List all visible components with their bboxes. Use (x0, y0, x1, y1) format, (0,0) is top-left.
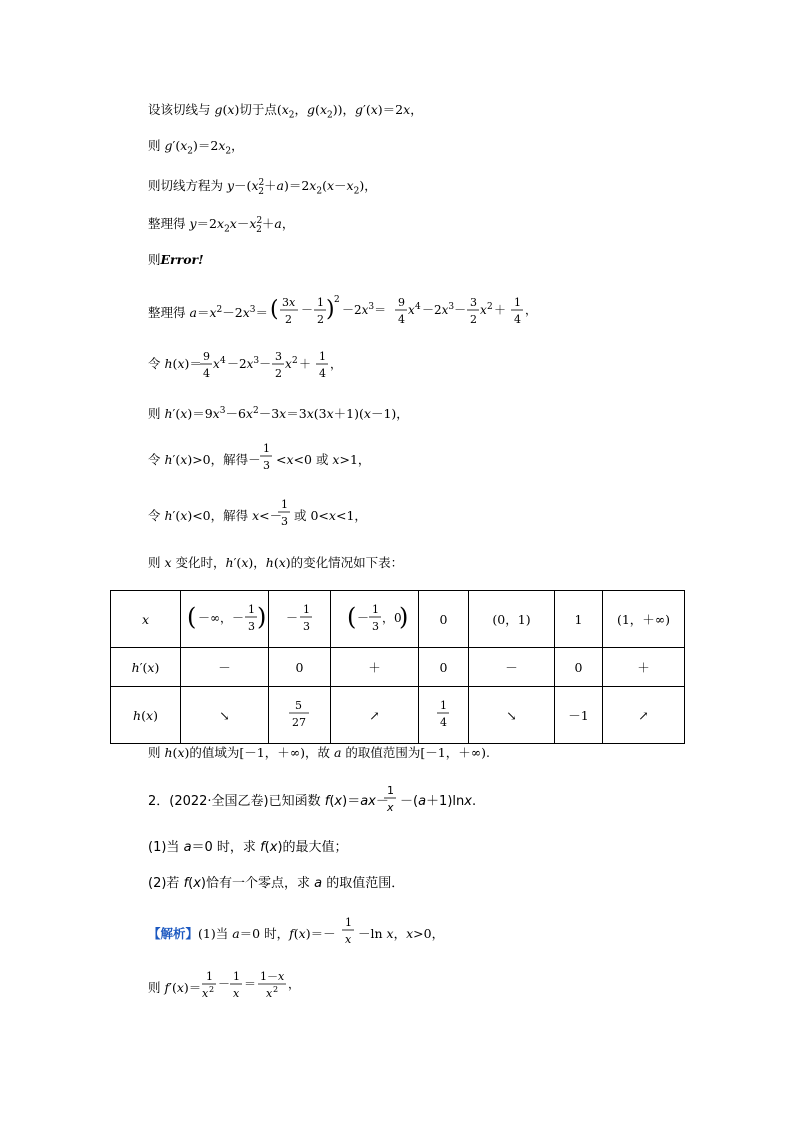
question-part2: (2)若 f(x)恰有一个零点，求 a 的取值范围． (148, 876, 405, 891)
h-definition (200, 346, 400, 382)
cell: ↘ (469, 687, 555, 744)
fraction-one-third (260, 440, 274, 474)
svg-text:x: x (408, 303, 415, 317)
cell: ＋ (331, 648, 419, 687)
fraction-one-over-x (384, 782, 398, 816)
svg-text:，: ， (288, 977, 301, 991)
svg-text:2: 2 (487, 302, 493, 312)
cell: 0 (555, 648, 603, 687)
svg-text:3x: 3x (282, 296, 296, 309)
svg-text:(: ( (186, 602, 196, 631)
cell: (0，1) (469, 591, 555, 648)
svg-text:1: 1 (233, 970, 240, 983)
cell: 1 (555, 591, 603, 648)
svg-text:4: 4 (439, 715, 447, 729)
svg-text:－2x3＝: $-2x^3=$ (342, 302, 387, 317)
cell: ↘ (181, 687, 269, 744)
cell-h-label: h(x) (111, 687, 181, 744)
svg-text:x: x (266, 987, 273, 1000)
cell: (1，＋∞) (603, 591, 685, 648)
svg-text:3: 3 (371, 619, 379, 633)
svg-text:－∞，－: －∞，－ (197, 610, 244, 625)
svg-text:1: 1 (371, 602, 379, 616)
svg-text:3: 3 (302, 619, 310, 633)
cell-interval-neg-third-zero (331, 591, 419, 648)
fraction-one-third (278, 496, 292, 530)
after-table-line: 则 h(x)的值域为[－1，＋∞)，故 a 的取值范围为[－1，＋∞). (148, 745, 491, 760)
line-1: 设该切线与 g(x)切于点($x_2$，$g(x_2)$)，g′(x)＝2x， (148, 102, 423, 121)
svg-text:＋: ＋ (494, 303, 507, 317)
cell: －1 (555, 687, 603, 744)
line-8: 则 $h'(x)=9x^3-6x^2-3x=3x(3x+1)(x-1)$， (148, 406, 409, 422)
svg-text:2: 2 (292, 356, 298, 366)
cell: ＋ (603, 648, 685, 687)
svg-text:－2x3－: $-2x^3-$ (422, 302, 467, 317)
svg-text:5: 5 (294, 698, 302, 712)
svg-text:x: x (480, 303, 487, 317)
svg-text:9: 9 (398, 296, 405, 309)
svg-text:2: 2 (209, 985, 215, 994)
svg-text:1－x: 1－x (260, 970, 285, 983)
svg-text:): ) (398, 602, 408, 631)
variation-table (110, 590, 685, 744)
cell-x-label: x (111, 591, 181, 648)
svg-text:1: 1 (247, 602, 255, 616)
cell-five-twentyseventh (269, 687, 331, 744)
svg-text:1: 1 (319, 350, 326, 363)
question-part1: (1)当 a＝0 时，求 f(x)的最大值； (148, 840, 348, 855)
svg-text:1: 1 (345, 916, 352, 929)
line-3: 则切线方程为 $y-(x^2_2+a)=2x_2(x-x_2)$， (148, 178, 377, 197)
svg-text:1: 1 (206, 970, 213, 983)
cell: ↗ (331, 687, 419, 744)
cell: 0 (419, 648, 469, 687)
svg-text:x: x (345, 933, 352, 946)
svg-text:3: 3 (470, 296, 477, 309)
svg-text:－: － (285, 610, 298, 625)
svg-text:，0: ，0 (381, 610, 402, 625)
table-row-h (111, 687, 685, 744)
svg-text:2: 2 (285, 313, 292, 326)
svg-text:4: 4 (398, 313, 405, 326)
svg-text:1: 1 (439, 698, 447, 712)
svg-text:2: 2 (334, 295, 340, 305)
solution-tag: 【解析】 (148, 926, 199, 941)
svg-text:9: 9 (203, 350, 210, 363)
table-row-x (111, 591, 685, 648)
fraction-expression (270, 292, 590, 328)
svg-text:x: x (202, 987, 209, 1000)
svg-text:x: x (213, 357, 220, 371)
cell-interval-neg-inf (181, 591, 269, 648)
svg-text:x: x (387, 801, 394, 814)
svg-text:4: 4 (319, 367, 326, 380)
svg-text:－: － (218, 977, 231, 991)
svg-text:，: ， (330, 357, 343, 371)
svg-text:1: 1 (514, 296, 521, 309)
svg-text:4: 4 (203, 367, 210, 380)
svg-text:2: 2 (275, 367, 282, 380)
cell: ↗ (603, 687, 685, 744)
svg-text:4: 4 (415, 302, 421, 312)
cell: 0 (269, 648, 331, 687)
svg-text:－: － (356, 610, 369, 625)
cell: － (181, 648, 269, 687)
svg-text:4: 4 (514, 313, 521, 326)
line-2: 则 $g'(x_2)=2x_2$， (148, 138, 244, 157)
svg-text:2: 2 (317, 313, 324, 326)
svg-text:1: 1 (302, 602, 310, 616)
svg-text:3: 3 (263, 459, 270, 472)
fraction-one-over-x (342, 914, 356, 948)
svg-text:x: x (285, 357, 292, 371)
line-11: 则 x 变化时，h′(x)，h(x)的变化情况如下表： (148, 555, 404, 570)
svg-text:): ) (256, 602, 266, 631)
svg-text:＝: ＝ (244, 977, 257, 991)
derivative-fractions (202, 968, 332, 1004)
svg-text:3: 3 (281, 515, 288, 528)
svg-text:，: ， (525, 303, 538, 317)
cell-one-fourth (419, 687, 469, 744)
table-row-hprime (111, 648, 685, 687)
svg-text:3: 3 (275, 350, 282, 363)
svg-text:1: 1 (281, 498, 288, 511)
svg-text:2: 2 (273, 985, 279, 994)
svg-text:＋: ＋ (299, 357, 312, 371)
cell-neg-one-third (269, 591, 331, 648)
cell-hprime-label: h′(x) (111, 648, 181, 687)
cell: － (469, 648, 555, 687)
svg-text:4: 4 (220, 356, 226, 366)
svg-text:): ) (326, 297, 335, 322)
svg-text:1: 1 (387, 784, 394, 797)
line-4: 整理得 $y=2x_2x-x^2_2+a$， (148, 216, 295, 235)
svg-text:1: 1 (317, 296, 324, 309)
svg-text:1: 1 (263, 442, 270, 455)
svg-text:(: ( (270, 297, 279, 322)
line-5: 则Error! (148, 252, 204, 267)
svg-text:－: － (301, 303, 314, 317)
svg-text:27: 27 (291, 715, 306, 729)
cell: 0 (419, 591, 469, 648)
svg-text:(: ( (346, 602, 356, 631)
svg-text:3: 3 (247, 619, 255, 633)
svg-text:2: 2 (470, 313, 477, 326)
svg-text:－2x3－: $-2x^3-$ (227, 356, 272, 371)
svg-text:x: x (233, 987, 240, 1000)
